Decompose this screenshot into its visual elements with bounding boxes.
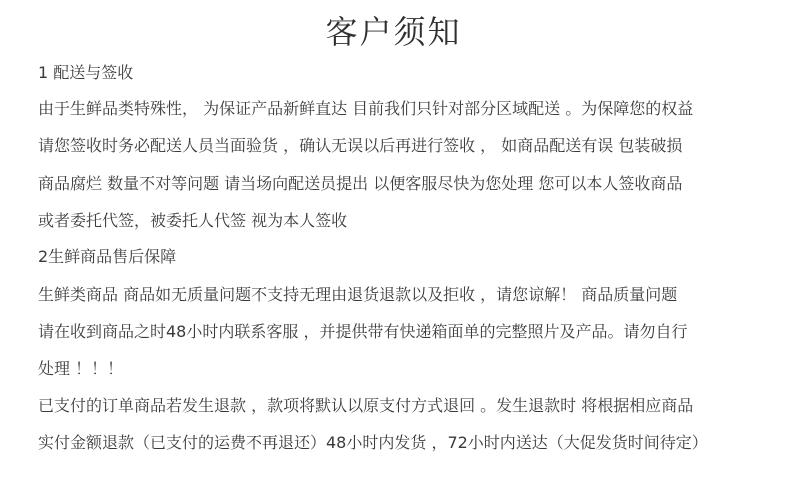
section-2-line-5: 实付金额退款（已支付的运费不再退还）48小时内发货 ，72小时内送达（大促发货时间待定） <box>38 433 708 452</box>
section-2-line-1: 生鲜类商品 商品如无质量问题不支持无理由退货退款以及拒收 ，请您谅解！ 商品质量问题 <box>38 285 678 304</box>
section-1-line-3: 商品腐烂 数量不对等问题 请当场向配送员提出 以便客服尽快为您处理 您可以本人签收商品 <box>38 174 683 193</box>
page-title: 客户须知 <box>325 13 462 51</box>
section-1-line-4: 或者委托代签，被委托人代签 视为本人签收 <box>38 211 348 230</box>
section-1-line-2: 请您签收时务必配送人员当面验货 ，确认无误以后再进行签收 ， 如商品配送有误 包装破损 <box>38 136 683 155</box>
section-2-line-3: 处理 ！！！ <box>38 359 124 378</box>
section-1-heading: 1 配送与签收 <box>38 63 134 82</box>
section-2-line-4: 已支付的订单商品若发生退款 ，款项将默认以原支付方式退回 。发生退款时 将根据相应商品 <box>38 396 694 415</box>
section-2-heading: 2生鲜商品售后保障 <box>38 247 177 266</box>
section-1-line-1: 由于生鲜品类特殊性， 为保证产品新鲜直达 目前我们只针对部分区域配送 。为保障您的权益 <box>38 99 694 118</box>
section-2-line-2: 请在收到商品之时48小时内联系客服 ，并提供带有快递箱面单的完整照片及产品。请勿自行 <box>38 322 688 341</box>
